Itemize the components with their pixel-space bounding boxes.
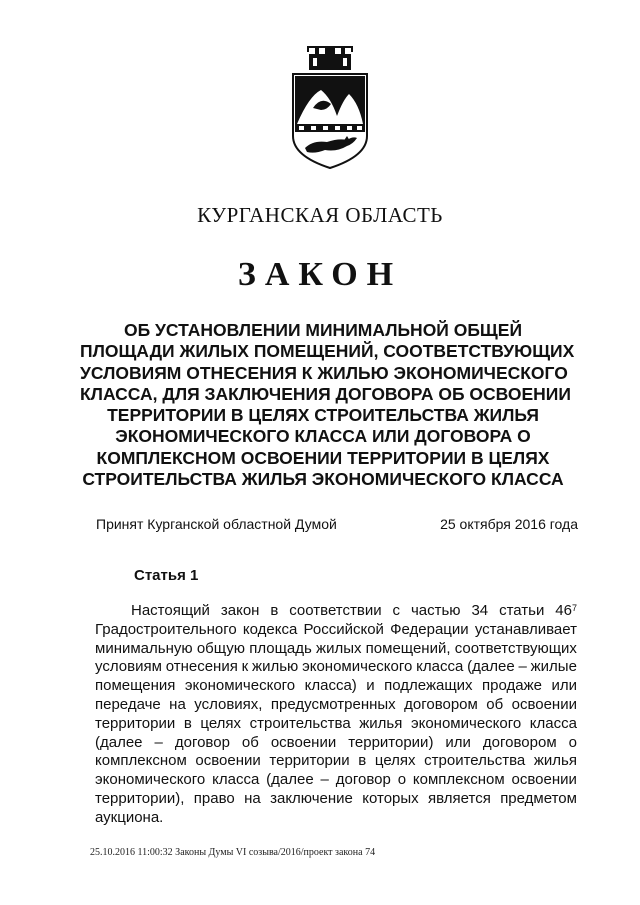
- word: целях: [374, 752, 416, 770]
- word: строительства: [424, 752, 526, 770]
- kurgan-coat-of-arms-icon: [287, 44, 373, 172]
- word: право: [193, 789, 235, 807]
- law-title: [80, 320, 575, 490]
- article-line: [95, 771, 577, 790]
- word: которых: [362, 789, 419, 807]
- word: и: [366, 677, 375, 695]
- word: –: [518, 658, 527, 676]
- adopted-by-text: Принят Курганской областной Думой: [96, 516, 337, 532]
- law-title-line: ПЛОЩАДИ ЖИЛЫХ ПОМЕЩЕНИЙ, СООТВЕТСТВУЮЩИХ: [80, 341, 575, 362]
- word: или: [445, 733, 471, 751]
- word: комплексном: [412, 771, 505, 789]
- word: –: [154, 733, 163, 751]
- word: отнесения: [165, 658, 238, 676]
- word: условиях,: [194, 695, 263, 713]
- article-line: [95, 602, 577, 621]
- word: об: [241, 733, 259, 751]
- word: является: [428, 789, 491, 807]
- article-heading: Статья 1: [134, 567, 199, 584]
- word: договор: [335, 771, 391, 789]
- word: к: [241, 658, 249, 676]
- word: кодекса: [242, 620, 298, 638]
- word: целях: [200, 714, 242, 732]
- word: условиям: [95, 658, 162, 676]
- article-line: [95, 790, 577, 809]
- word: территории),: [95, 789, 185, 807]
- word: жилья: [359, 714, 403, 732]
- word: на: [244, 789, 261, 807]
- word: освоении: [511, 695, 577, 713]
- word: жилых: [316, 639, 362, 657]
- law-title-line: СТРОИТЕЛЬСТВА ЖИЛЬЯ ЭКОНОМИЧЕСКОГО КЛАССА: [82, 469, 564, 490]
- superscript: 7: [571, 603, 577, 613]
- word: жилые: [530, 658, 577, 676]
- word: экономического: [95, 771, 206, 789]
- word: Федерации: [390, 620, 469, 638]
- article-line: [95, 715, 577, 734]
- word: (далее: [95, 733, 143, 751]
- word: жилью: [252, 658, 299, 676]
- word: с: [392, 602, 401, 619]
- word: (далее: [467, 658, 515, 676]
- word: $46^7$: [555, 602, 577, 619]
- word: класса: [529, 714, 577, 732]
- law-title-line: УСЛОВИЯМ ОТНЕСЕНИЯ К ЖИЛЬЮ ЭКОНОМИЧЕСКОГО: [80, 362, 568, 383]
- word: частью: [410, 602, 461, 619]
- word: помещения: [95, 677, 176, 695]
- word: в: [183, 714, 192, 732]
- law-title-line: КЛАССА, ДЛЯ ЗАКЛЮЧЕНИЯ ДОГОВОРА ОБ ОСВОЕНИИ: [80, 383, 571, 404]
- word: заключение: [270, 789, 353, 807]
- word: освоении: [270, 733, 337, 751]
- word: закон: [220, 602, 260, 619]
- word: соответствии: [289, 602, 382, 619]
- adoption-date: 25 октября 2016 года: [440, 516, 578, 532]
- word: об: [486, 695, 504, 713]
- region-heading: КУРГАНСКАЯ ОБЛАСТЬ: [197, 203, 443, 227]
- word: Российской: [303, 620, 384, 638]
- word: подлежащих: [384, 677, 473, 695]
- word: экономического: [184, 677, 296, 695]
- article-line: [95, 658, 577, 677]
- word: в: [358, 752, 367, 770]
- word: продаже: [482, 677, 542, 695]
- word: территории: [269, 752, 350, 770]
- word: –: [320, 771, 329, 789]
- law-title-line: ТЕРРИТОРИИ В ЦЕЛЯХ СТРОИТЕЛЬСТВА ЖИЛЬЯ: [107, 405, 539, 426]
- article-line: [95, 734, 577, 753]
- word: освоении: [511, 771, 577, 789]
- word: договором: [482, 733, 557, 751]
- article-line: [95, 640, 577, 659]
- word: на: [169, 695, 186, 713]
- word: устанавливает: [474, 620, 577, 638]
- article-line: [95, 696, 577, 715]
- word: комплексном: [95, 752, 187, 770]
- article-line: [95, 752, 577, 771]
- word: экономического: [302, 658, 413, 676]
- word: (далее: [266, 771, 314, 789]
- word: договор: [174, 733, 230, 751]
- word: передаче: [95, 695, 161, 713]
- article-body: [95, 602, 577, 828]
- file-path-footer: 25.10.2016 11:00:32 Законы Думы VI созыва/2016/проект закона 74: [90, 847, 376, 858]
- article-line: [95, 677, 577, 696]
- law-title-line: ЭКОНОМИЧЕСКОГО КЛАССА ИЛИ ДОГОВОРА О: [115, 426, 531, 447]
- word: общую: [196, 639, 246, 657]
- word: предусмотренных: [270, 695, 396, 713]
- word: территории: [95, 714, 176, 732]
- word: договором: [404, 695, 478, 713]
- word: о: [568, 733, 577, 751]
- word: предметом: [500, 789, 577, 807]
- word: 34: [471, 602, 489, 619]
- document-type-heading: ЗАКОН: [237, 256, 403, 293]
- word: территории): [348, 733, 434, 751]
- word: экономического: [410, 714, 522, 732]
- word: жилья: [533, 752, 577, 770]
- word: Градостроительного: [95, 620, 237, 638]
- word: Настоящий: [131, 602, 210, 619]
- word: площадь: [249, 639, 312, 657]
- word: соответствующих: [454, 639, 577, 657]
- word: освоении: [195, 752, 261, 770]
- word: минимальную: [95, 639, 193, 657]
- word: о: [397, 771, 407, 789]
- law-title-line: ОБ УСТАНОВЛЕНИИ МИНИМАЛЬНОЙ ОБЩЕЙ: [123, 320, 523, 340]
- word: или: [551, 677, 577, 695]
- word: статьи: [499, 602, 545, 619]
- word: помещений,: [365, 639, 451, 657]
- article-line: [95, 621, 577, 640]
- law-title-line: КОМПЛЕКСНОМ ОСВОЕНИИ ТЕРРИТОРИИ В ЦЕЛЯХ: [96, 447, 550, 468]
- word: класса): [304, 677, 357, 695]
- word: класса: [212, 771, 260, 789]
- word: класса: [416, 658, 464, 676]
- word: в: [270, 602, 279, 619]
- article-line: аукциона.: [95, 808, 164, 826]
- word: строительства: [249, 714, 351, 732]
